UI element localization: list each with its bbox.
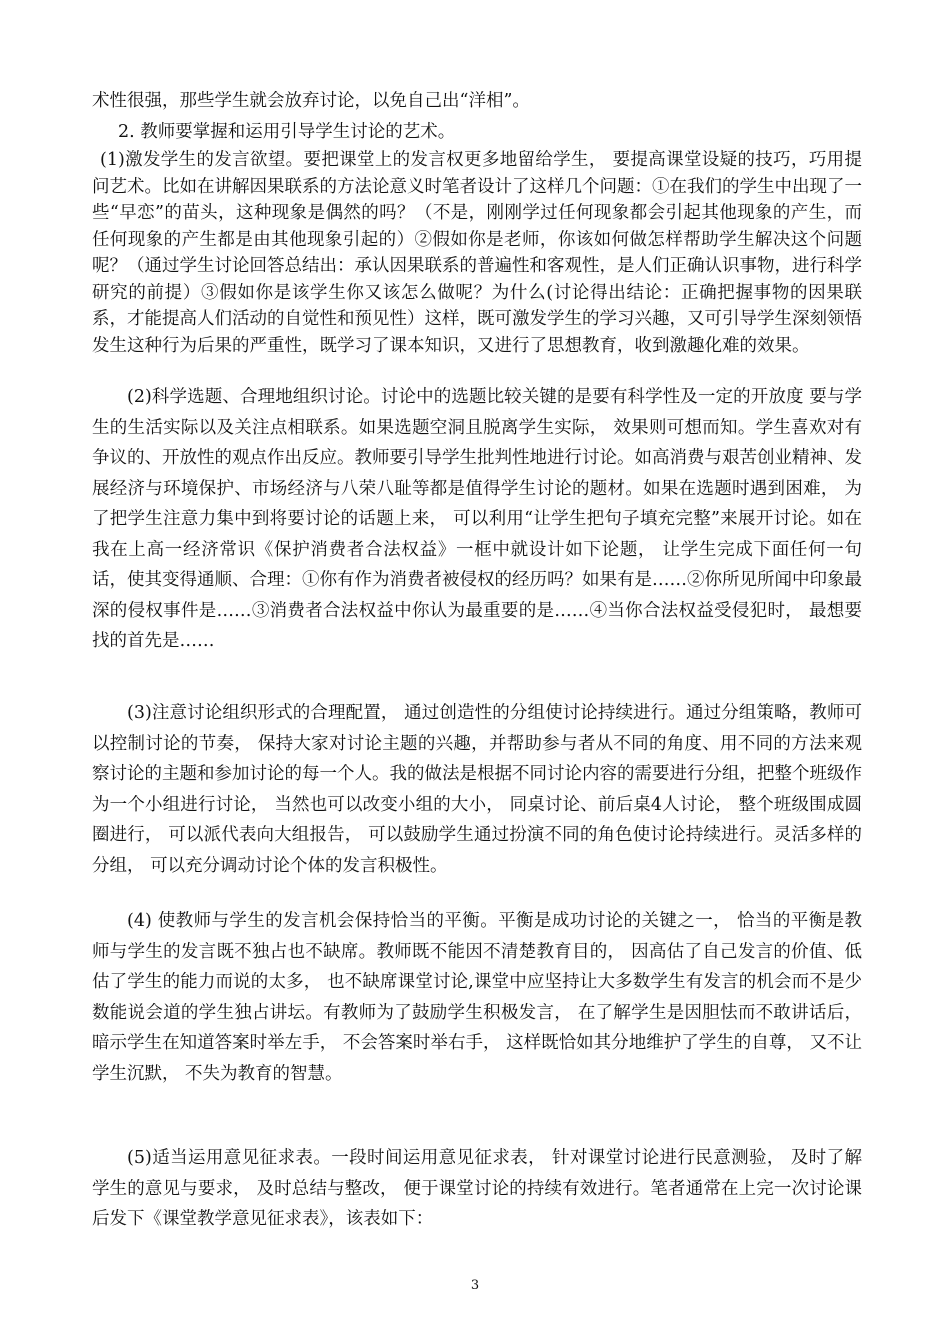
- paragraph-3: (3)注意讨论组织形式的合理配置， 通过创造性的分组使讨论持续进行。通过分组策略，教师可以控制讨论的节奏， 保持大家对讨论主题的兴趣，并帮助参与者从不同的角度、用不同的方法来观察讨论的主题和参加讨论的每一个人。我的做法是根据不同讨论内容的需要进行分组，把整个班级作为一个小组进行讨论， 当然也可以改变小组的大小， 同桌讨论、前后桌4人讨论， 整个班级围成圆圈进行， 可以派代表向大组报告， 可以鼓励学生通过扮演不同的角色使讨论持续进行。灵活多样的分组， 可以充分调动讨论个体的发言积极性。: [92, 703, 862, 876]
- paragraph-1: (1)激发学生的发言欲望。要把课堂上的发言权更多地留给学生， 要提高课堂设疑的技巧，巧用提问艺术。比如在讲解因果联系的方法论意义时笔者设计了这样几个问题：①在我们的学生中出现了一些“早恋”的苗头，这种现象是偶然的吗？（不是，刚刚学过任何现象都会引起其他现象的产生，而任何现象的产生都是由其他现象引起的）②假如你是老师，你该如何做怎样帮助学生解决这个问题呢？（通过学生讨论回答总结出：承认因果联系的普遍性和客观性，是人们正确认识事物，进行科学研究的前提）③假如你是该学生你又该怎么做呢？为什么(讨论得出结论：正确把握事物的因果联系，才能提高人们活动的自觉性和预见性）这样，既可激发学生的学习兴趣，又可引导学生深刻领悟发生这种行为后果的严重性，既学习了课本知识，又进行了思想教育，收到激趣化难的效果。: [92, 150, 862, 356]
- page-number: 3: [470, 1278, 480, 1293]
- section-heading: 2. 教师要掌握和运用引导学生讨论的艺术。: [118, 122, 456, 142]
- paragraph-4: (4) 使教师与学生的发言机会保持恰当的平衡。平衡是成功讨论的关键之一， 恰当的平衡是教师与学生的发言既不独占也不缺席。教师既不能因不清楚教育目的， 因高估了自己发言的价值、低估了学生的能力而说的太多， 也不缺席课堂讨论,课堂中应坚持让大多数学生有发言的机会而不是少数能说会道的学生独占讲坛。有教师为了鼓励学生积极发言， 在了解学生是因胆怯而不敢讲话后， 暗示学生在知道答案时举左手， 不会答案时举右手， 这样既恰如其分地维护了学生的自尊， 又不让学生沉默， 不失为教育的智慧。: [92, 911, 862, 1084]
- paragraph-5: (5)适当运用意见征求表。一段时间运用意见征求表， 针对课堂讨论进行民意测验， 及时了解学生的意见与要求， 及时总结与整改， 便于课堂讨论的持续有效进行。笔者通常在上完一次讨论课后发下《课堂教学意见征求表》，该表如下：: [92, 1148, 862, 1229]
- paragraph-2: (2)科学选题、合理地组织讨论。讨论中的选题比较关键的是要有科学性及一定的开放度 要与学生的生活实际以及关注点相联系。如果选题空洞且脱离学生实际， 效果则可想而知。学生喜欢对有争议的、开放性的观点作出反应。教师要引导学生批判性地进行讨论。如高消费与艰苦创业精神、发展经济与环境保护、市场经济与八荣八耻等都是值得学生讨论的题材。如果在选题时遇到困难， 为了把学生注意力集中到将要讨论的话题上来， 可以利用“让学生把句子填充完整”来展开讨论。如在我在上高一经济常识《保护消费者合法权益》一框中就设计如下论题， 让学生完成下面任何一句话，使其变得通顺、合理：①你有作为消费者被侵权的经历吗？如果有是……②你所见所闻中印象最深的侵权事件是……③消费者合法权益中你认为最重要的是……④当你合法权益受侵犯时， 最想要找的首先是……: [92, 387, 862, 651]
- paragraph-continuation: 术性很强，那些学生就会放弃讨论，以免自己出“洋相”。: [92, 91, 530, 111]
